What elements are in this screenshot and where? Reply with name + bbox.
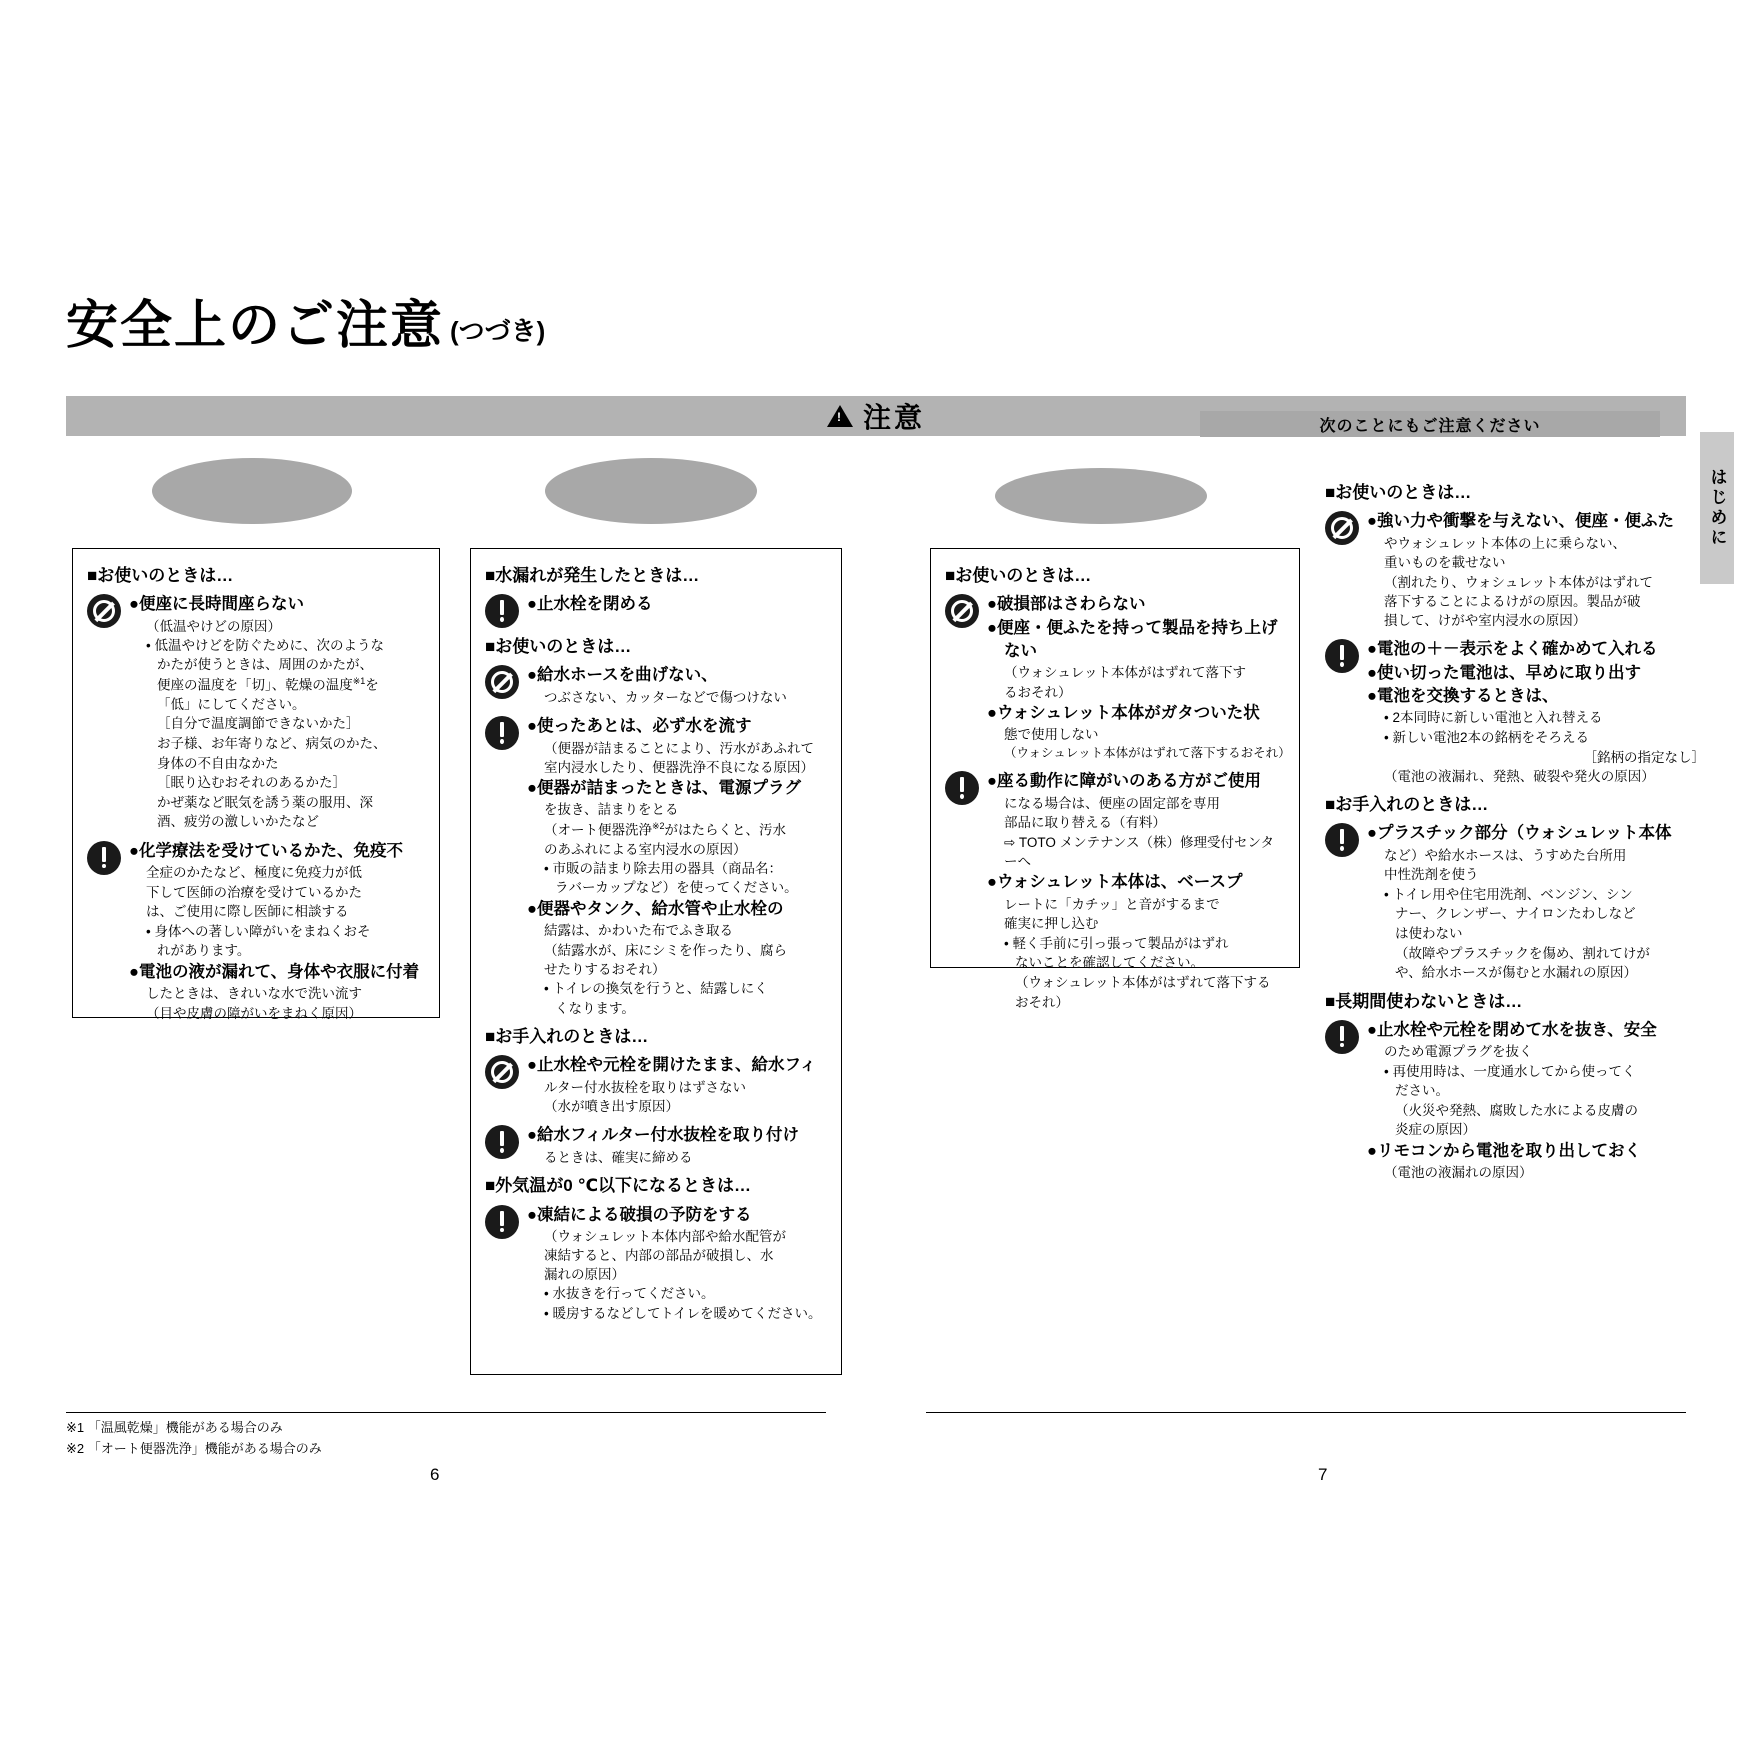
text-line: （ウォシュレット本体がはずれて落下する bbox=[1015, 974, 1271, 990]
text-line: になる場合は、便座の固定部を専用 bbox=[1004, 795, 1220, 811]
text-line: ナー、クレンザー、ナイロンたわしなど bbox=[1395, 906, 1636, 922]
warning-item bbox=[87, 593, 425, 832]
section-heading: ■お使いのときは… bbox=[87, 566, 234, 585]
text-line: ●電池の液が漏れて、身体や衣服に付着 bbox=[129, 963, 420, 982]
text-line: ●便器が詰まったときは、電源プラグ bbox=[527, 778, 801, 797]
text-line: や、給水ホースが傷むと水漏れの原因） bbox=[1395, 965, 1638, 981]
divider-left bbox=[66, 1412, 826, 1413]
text-line: ●リモコンから電池を取り出しておく bbox=[1367, 1142, 1641, 1160]
heading-ellipse-body-effects bbox=[152, 458, 352, 524]
text-line: 酒、疲労の激しいかたなど bbox=[157, 814, 319, 830]
page-number-right: 7 bbox=[1318, 1465, 1328, 1484]
warning-item-text bbox=[527, 715, 827, 1018]
prohibition-icon bbox=[485, 665, 519, 699]
text-line: ルター付水抜栓を取りはずさない bbox=[544, 1079, 746, 1095]
warning-item bbox=[485, 1204, 827, 1324]
prohibition-icon bbox=[485, 1055, 519, 1089]
warning-item-text bbox=[1367, 1019, 1705, 1183]
text-line: のあふれによる室内浸水の原因） bbox=[544, 841, 747, 857]
section-heading: ■水漏れが発生したときは… bbox=[485, 566, 700, 585]
text-line: ●便座に長時間座らない bbox=[129, 595, 304, 614]
warning-item bbox=[485, 664, 827, 707]
text-line: • トイレの換気を行うと、結露しにく bbox=[544, 981, 768, 997]
page-title-main: 安全上のご注意 bbox=[66, 297, 445, 355]
warning-item-text bbox=[129, 593, 425, 832]
warning-item bbox=[1325, 1019, 1705, 1183]
text-line: やウォシュレット本体の上に乗らない、 bbox=[1384, 535, 1627, 551]
warning-item-text bbox=[527, 1124, 827, 1167]
warning-item-text bbox=[1367, 822, 1705, 982]
exclamation-icon bbox=[945, 771, 979, 805]
text-line: （ウォシュレット本体がはずれて落下す bbox=[1004, 665, 1247, 681]
text-line: （低温やけどの原因） bbox=[146, 618, 281, 634]
text-line: 室内浸水したり、便器洗浄不良になる原因） bbox=[544, 759, 814, 775]
text-line: 損して、けがや室内浸水の原因） bbox=[1384, 612, 1587, 628]
text-line: （オート便器洗浄$^{※2}$がはたらくと、汚水 bbox=[544, 820, 787, 838]
text-line: （ウォシュレット本体内部や給水配管が bbox=[544, 1228, 787, 1244]
text-line: ●化学療法を受けているかた、免疫不 bbox=[129, 841, 403, 860]
text-line: せたりするおそれ） bbox=[544, 961, 666, 977]
exclamation-icon bbox=[87, 841, 121, 875]
text-line: 部品に取り替える（有料） bbox=[1004, 815, 1166, 831]
text-line: • 水抜きを行ってください。 bbox=[544, 1286, 715, 1302]
warning-item-text bbox=[987, 593, 1291, 762]
text-line: 態で使用しない bbox=[1004, 727, 1099, 743]
text-line: るときは、確実に締める bbox=[544, 1149, 693, 1165]
page-number-left: 6 bbox=[430, 1465, 440, 1484]
text-line: 重いものを載せない bbox=[1384, 555, 1506, 571]
warning-item-text bbox=[527, 1204, 827, 1324]
text-line: くなります。 bbox=[555, 1000, 635, 1016]
text-line: ●使い切った電池は、早めに取り出す bbox=[1367, 663, 1641, 682]
footnote-2: ※2 「オート便器洗浄」機能がある場合のみ bbox=[66, 1440, 322, 1456]
text-line: 全症のかたなど、極度に免疫力が低 bbox=[146, 865, 362, 881]
warning-item bbox=[945, 770, 1285, 1012]
side-tab-intro bbox=[1700, 432, 1734, 584]
section-heading: ■お手入れのときは… bbox=[1325, 795, 1489, 815]
exclamation-icon bbox=[1325, 639, 1359, 673]
text-line: ないことを確認してください。 bbox=[1015, 955, 1204, 971]
text-line: ●強い力や衝撃を与えない、便座・便ふた bbox=[1367, 512, 1674, 531]
text-line: （故障やプラスチックを傷め、割れてけが bbox=[1395, 945, 1650, 961]
exclamation-icon bbox=[485, 1205, 519, 1239]
footnote-1: ※1 「温風乾燥」機能がある場合のみ bbox=[66, 1420, 283, 1435]
exclamation-icon bbox=[485, 1125, 519, 1159]
prohibition-icon bbox=[945, 594, 979, 628]
text-line: • トイレ用や住宅用洗剤、ベンジン、シン bbox=[1384, 886, 1633, 902]
text-line: ●給水フィルター付水抜栓を取り付け bbox=[527, 1126, 799, 1145]
heading-ellipse-injury bbox=[995, 468, 1207, 524]
text-line: （電池の液漏れの原因） bbox=[1384, 1165, 1533, 1181]
text-line: • 市販の詰まり除去用の器具（商品名： bbox=[544, 860, 782, 876]
exclamation-icon bbox=[485, 594, 519, 628]
text-line: • 新しい電池2本の銘柄をそろえる bbox=[1384, 729, 1589, 745]
text-line: かたが使うときは、周囲のかたが、 bbox=[157, 657, 373, 673]
text-line: （目や皮膚の障がいをまねく原因） bbox=[146, 1006, 362, 1022]
heading-bar-other-notes-label: 次のことにもご注意ください bbox=[1319, 417, 1541, 435]
text-line: ●止水栓を閉める bbox=[527, 595, 653, 614]
text-line: 「低」にしてください。 bbox=[157, 696, 306, 712]
text-line: • 軽く手前に引っ張って製品がはずれ bbox=[1004, 935, 1229, 951]
text-line: 炎症の原因） bbox=[1395, 1122, 1476, 1138]
text-line: つぶさない、カッターなどで傷つけない bbox=[544, 689, 787, 705]
warning-item bbox=[87, 840, 425, 1023]
warning-item bbox=[485, 715, 827, 1018]
text-line: るおそれ） bbox=[1004, 684, 1072, 700]
warning-item-text bbox=[129, 840, 425, 1023]
section-heading: ■長期間使わないときは… bbox=[1325, 991, 1523, 1011]
text-line: • 身体への著しい障がいをまねくおそ bbox=[146, 923, 371, 939]
content-box-water-leak bbox=[470, 548, 842, 1375]
text-line: 漏れの原因） bbox=[544, 1267, 625, 1283]
text-line: レートに「カチッ」と音がするまで bbox=[1004, 896, 1220, 912]
caution-banner-label: 注意 bbox=[862, 402, 925, 433]
warning-item-text bbox=[987, 770, 1285, 1012]
prohibition-icon bbox=[87, 594, 121, 628]
divider-right bbox=[926, 1412, 1686, 1413]
text-line: ［銘柄の指定なし］ bbox=[1583, 749, 1705, 765]
warning-item bbox=[945, 593, 1291, 762]
text-line: ●止水栓や元栓を開けたまま、給水フィ bbox=[527, 1056, 817, 1075]
text-line: （火災や発熱、腐敗した水による皮膚の bbox=[1395, 1102, 1638, 1118]
text-line: ラバーカップなど）を使ってください。 bbox=[555, 880, 798, 896]
exclamation-icon bbox=[1325, 1020, 1359, 1054]
text-line: おそれ） bbox=[1015, 994, 1069, 1010]
text-line: 中性洗剤を使う bbox=[1384, 867, 1479, 883]
section-heading: ■お手入れのときは… bbox=[485, 1027, 649, 1047]
text-line: ●便座・便ふたを持って製品を持ち上げない bbox=[987, 618, 1278, 660]
warning-item bbox=[1325, 638, 1705, 786]
text-line: • 低温やけどを防ぐために、次のような bbox=[146, 637, 384, 653]
text-line: 凍結すると、内部の部品が破損し、水 bbox=[544, 1248, 774, 1264]
warning-triangle-icon bbox=[827, 405, 853, 427]
warning-item bbox=[485, 1054, 827, 1116]
text-line: は、ご使用に際し医師に相談する bbox=[146, 904, 349, 920]
text-line: 確実に押し込む bbox=[1004, 916, 1099, 932]
text-line: ●ウォシュレット本体がガタついた状 bbox=[987, 703, 1260, 722]
side-tab-intro-label: はじめに bbox=[1707, 468, 1727, 548]
content-area-other-notes bbox=[1325, 482, 1705, 1191]
text-line: ●給水ホースを曲げない、 bbox=[527, 666, 718, 685]
text-line: ●電池の＋－表示をよく確かめて入れる bbox=[1367, 640, 1658, 659]
text-line: （便器が詰まることにより、汚水があふれて bbox=[544, 740, 814, 756]
content-box-body-effects bbox=[72, 548, 440, 1022]
text-line: ●使ったあとは、必ず水を流す bbox=[527, 717, 752, 736]
footnotes bbox=[66, 1418, 322, 1460]
section-heading: ■外気温が0 ℃以下になるときは… bbox=[485, 1176, 752, 1196]
text-line: 落下することによるけがの原因。製品が破 bbox=[1384, 593, 1641, 609]
text-line: ⇨ TOTO メンテナンス（株）修理受付センターへ bbox=[1004, 834, 1274, 870]
text-line: を抜き、詰まりをとる bbox=[544, 802, 679, 818]
text-line: （結露水が、床にシミを作ったり、腐ら bbox=[544, 942, 787, 958]
text-line: • 暖房するなどしてトイレを暖めてください。 bbox=[544, 1306, 822, 1322]
section-heading: ■お使いのときは… bbox=[945, 566, 1092, 585]
warning-item-text bbox=[1367, 510, 1705, 630]
text-line: 結露は、かわいた布でふき取る bbox=[544, 923, 733, 939]
text-line: （水が噴き出す原因） bbox=[544, 1099, 679, 1115]
text-line: など）や給水ホースは、うすめた台所用 bbox=[1384, 847, 1627, 863]
text-line: ［自分で温度調節できないかた］ bbox=[157, 716, 360, 732]
text-line: ●座る動作に障がいのある方がご使用 bbox=[987, 772, 1261, 791]
text-line: 便座の温度を「切」、乾燥の温度$^{※1}$を bbox=[157, 675, 379, 693]
text-line: 身体の不自由なかた bbox=[157, 755, 279, 771]
text-line: ●便器やタンク、給水管や止水栓の bbox=[527, 899, 784, 918]
content-box-injury bbox=[930, 548, 1300, 1010]
warning-item bbox=[1325, 822, 1705, 982]
text-line: ●凍結による破損の予防をする bbox=[527, 1205, 752, 1224]
text-line: • 再使用時は、一度通水してから使ってく bbox=[1384, 1063, 1636, 1079]
warning-item-text bbox=[527, 664, 827, 707]
text-line: （割れたり、ウォシュレット本体がはずれて bbox=[1384, 574, 1654, 590]
section-heading: ■お使いのときは… bbox=[1325, 483, 1472, 502]
text-line: ●破損部はさわらない bbox=[987, 595, 1146, 614]
text-line: （ウォシュレット本体がはずれて落下するおそれ） bbox=[1004, 745, 1291, 760]
section-heading: ■お使いのときは… bbox=[485, 637, 632, 657]
text-line: は使わない bbox=[1395, 925, 1463, 941]
text-line: ださい。 bbox=[1395, 1083, 1449, 1099]
text-line: のため電源プラグを抜く bbox=[1384, 1044, 1533, 1060]
text-line: ●ウォシュレット本体は、ベースプ bbox=[987, 873, 1243, 892]
warning-item bbox=[1325, 510, 1705, 630]
text-line: かぜ薬など眠気を誘う薬の服用、深 bbox=[157, 794, 373, 810]
heading-bar-other-notes bbox=[1200, 411, 1660, 437]
warning-item-text bbox=[1367, 638, 1705, 786]
warning-item bbox=[485, 1124, 827, 1167]
page-title-sub: (つづき) bbox=[450, 316, 546, 346]
warning-item-text bbox=[527, 593, 827, 616]
exclamation-icon bbox=[1325, 823, 1359, 857]
text-line: したときは、きれいな水で洗い流す bbox=[146, 986, 362, 1002]
text-line: ●電池を交換するときは、 bbox=[1367, 686, 1559, 705]
text-line: 下して医師の治療を受けているかた bbox=[146, 884, 362, 900]
text-line: ［眠り込むおそれのあるかた］ bbox=[157, 775, 346, 791]
page-title bbox=[66, 297, 546, 355]
text-line: ●止水栓や元栓を閉めて水を抜き、安全 bbox=[1367, 1020, 1657, 1039]
text-line: ●プラスチック部分（ウォシュレット本体 bbox=[1367, 824, 1672, 843]
text-line: • 2本同時に新しい電池と入れ替える bbox=[1384, 710, 1603, 726]
text-line: お子様、お年寄りなど、病気のかた、 bbox=[157, 735, 387, 751]
exclamation-icon bbox=[485, 716, 519, 750]
text-line: （電池の液漏れ、発熱、破裂や発火の原因） bbox=[1384, 769, 1655, 785]
prohibition-icon bbox=[1325, 511, 1359, 545]
warning-item-text bbox=[527, 1054, 827, 1116]
text-line: れがあります。 bbox=[157, 943, 251, 959]
warning-item bbox=[485, 593, 827, 628]
heading-ellipse-water-leak bbox=[545, 458, 757, 524]
